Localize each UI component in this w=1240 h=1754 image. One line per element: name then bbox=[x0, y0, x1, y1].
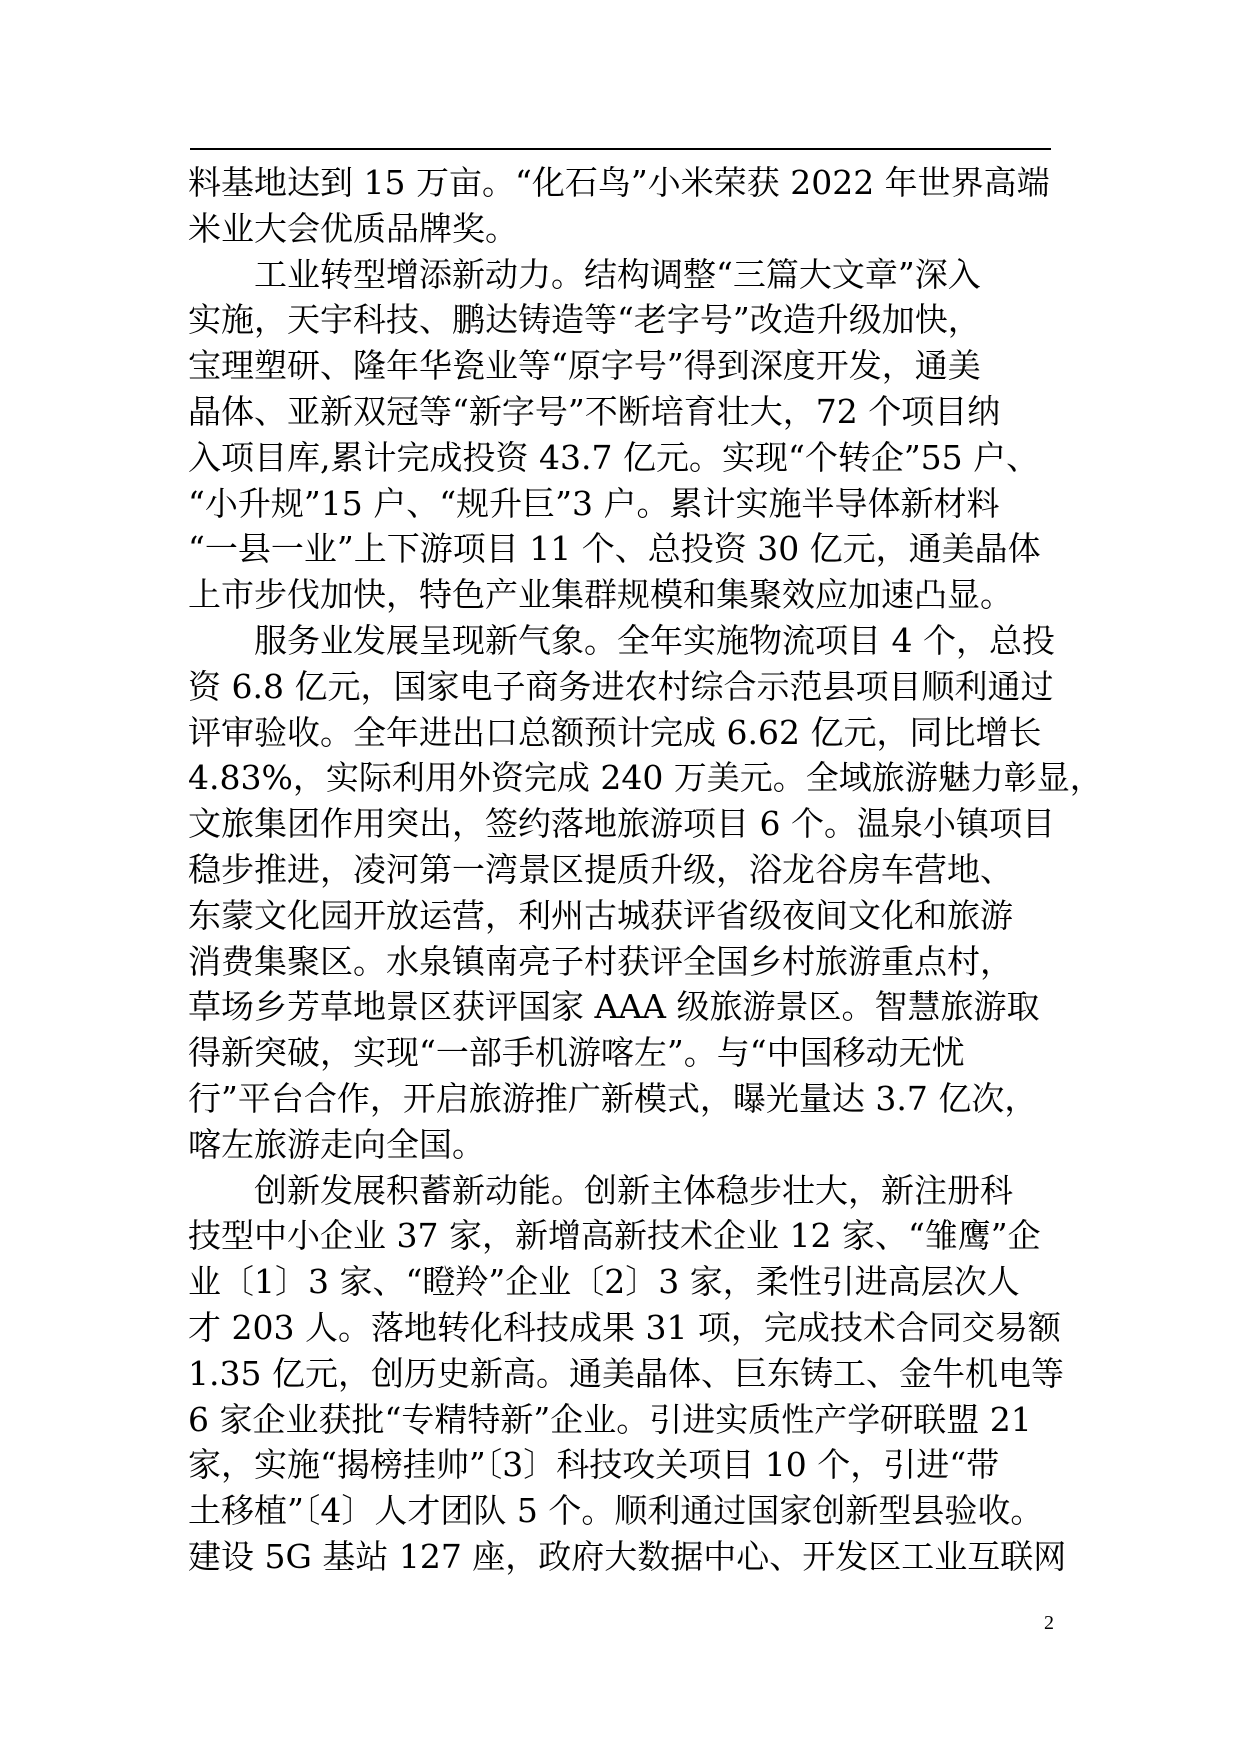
text-line: 业〔1〕3 家、“瞪羚”企业〔2〕3 家，柔性引进高层次人 bbox=[188, 1262, 1020, 1302]
text-line: 技型中小企业 37 家，新增高新技术企业 12 家、“雏鹰”企 bbox=[188, 1216, 1041, 1256]
text-line: 1.35 亿元，创历史新高。通美晶体、巨东铸工、金牛机电等 bbox=[188, 1353, 1064, 1393]
header-rule bbox=[190, 148, 1051, 150]
text-line: 才 203 人。落地转化科技成果 31 项，完成技术合同交易额 bbox=[188, 1307, 1061, 1347]
text-line: 东蒙文化园开放运营，利州古城获评省级夜间文化和旅游 bbox=[188, 895, 1013, 935]
text-line: 宝理塑研、隆年华瓷业等“原字号”得到深度开发，通美 bbox=[188, 346, 981, 386]
text-line: 土移植”〔4〕人才团队 5 个。顺利通过国家创新型县验收。 bbox=[188, 1491, 1044, 1531]
text-line: 消费集聚区。水泉镇南亮子村获评全国乡村旅游重点村， bbox=[188, 941, 1013, 981]
text-line: 评审验收。全年进出口总额预计完成 6.62 亿元，同比增长 bbox=[188, 712, 1042, 752]
text-line: 得新突破，实现“一部手机游喀左”。与“中国移动无忧 bbox=[188, 1033, 965, 1073]
text-line: 上市步伐加快，特色产业集群规模和集聚效应加速凸显。 bbox=[188, 575, 1013, 615]
text-line: 入项目库,累计完成投资 43.7 亿元。实现“个转企”55 户、 bbox=[188, 437, 1040, 477]
text-line: 文旅集团作用突出，签约落地旅游项目 6 个。温泉小镇项目 bbox=[188, 804, 1055, 844]
text-line: 草场乡芳草地景区获评国家 AAA 级旅游景区。智慧旅游取 bbox=[188, 987, 1040, 1027]
text-line: 4.83%，实际利用外资完成 240 万美元。全域旅游魅力彰显， bbox=[188, 758, 1103, 798]
text-line: 6 家企业获批“专精特新”企业。引进实质性产学研联盟 21 bbox=[188, 1399, 1032, 1439]
page-number: 2 bbox=[1044, 1612, 1054, 1634]
text-line: 创新发展积蓄新动能。创新主体稳步壮大，新注册科 bbox=[188, 1170, 1013, 1210]
text-line: 建设 5G 基站 127 座，政府大数据中心、开发区工业互联网 bbox=[188, 1536, 1067, 1576]
text-line: 家，实施“揭榜挂帅”〔3〕科技攻关项目 10 个，引进“带 bbox=[188, 1445, 1000, 1485]
body-text bbox=[188, 160, 1103, 1580]
text-line: 服务业发展呈现新气象。全年实施物流项目 4 个，总投 bbox=[188, 620, 1055, 660]
text-line: 行”平台合作，开启旅游推广新模式，曝光量达 3.7 亿次， bbox=[188, 1078, 1038, 1118]
text-line: 料基地达到 15 万亩。“化石鸟”小米荣获 2022 年世界高端 bbox=[188, 163, 1050, 202]
text-line: 喀左旅游走向全国。 bbox=[188, 1124, 485, 1164]
text-line: 稳步推进，凌河第一湾景区提质升级，浴龙谷房车营地、 bbox=[188, 849, 1013, 889]
text-line: 工业转型增添新动力。结构调整“三篇大文章”深入 bbox=[188, 254, 981, 294]
text-line: “小升规”15 户、“规升巨”3 户。累计实施半导体新材料 bbox=[188, 483, 1000, 523]
text-line: 资 6.8 亿元，国家电子商务进农村综合示范县项目顺利通过 bbox=[188, 666, 1054, 706]
text-line: 米业大会优质品牌奖。 bbox=[188, 208, 518, 248]
text-line: “一县一业”上下游项目 11 个、总投资 30 亿元，通美晶体 bbox=[188, 529, 1041, 569]
text-line: 晶体、亚新双冠等“新字号”不断培育壮大，72 个项目纳 bbox=[188, 391, 1001, 431]
text-line: 实施，天宇科技、鹏达铸造等“老字号”改造升级加快， bbox=[188, 300, 981, 340]
